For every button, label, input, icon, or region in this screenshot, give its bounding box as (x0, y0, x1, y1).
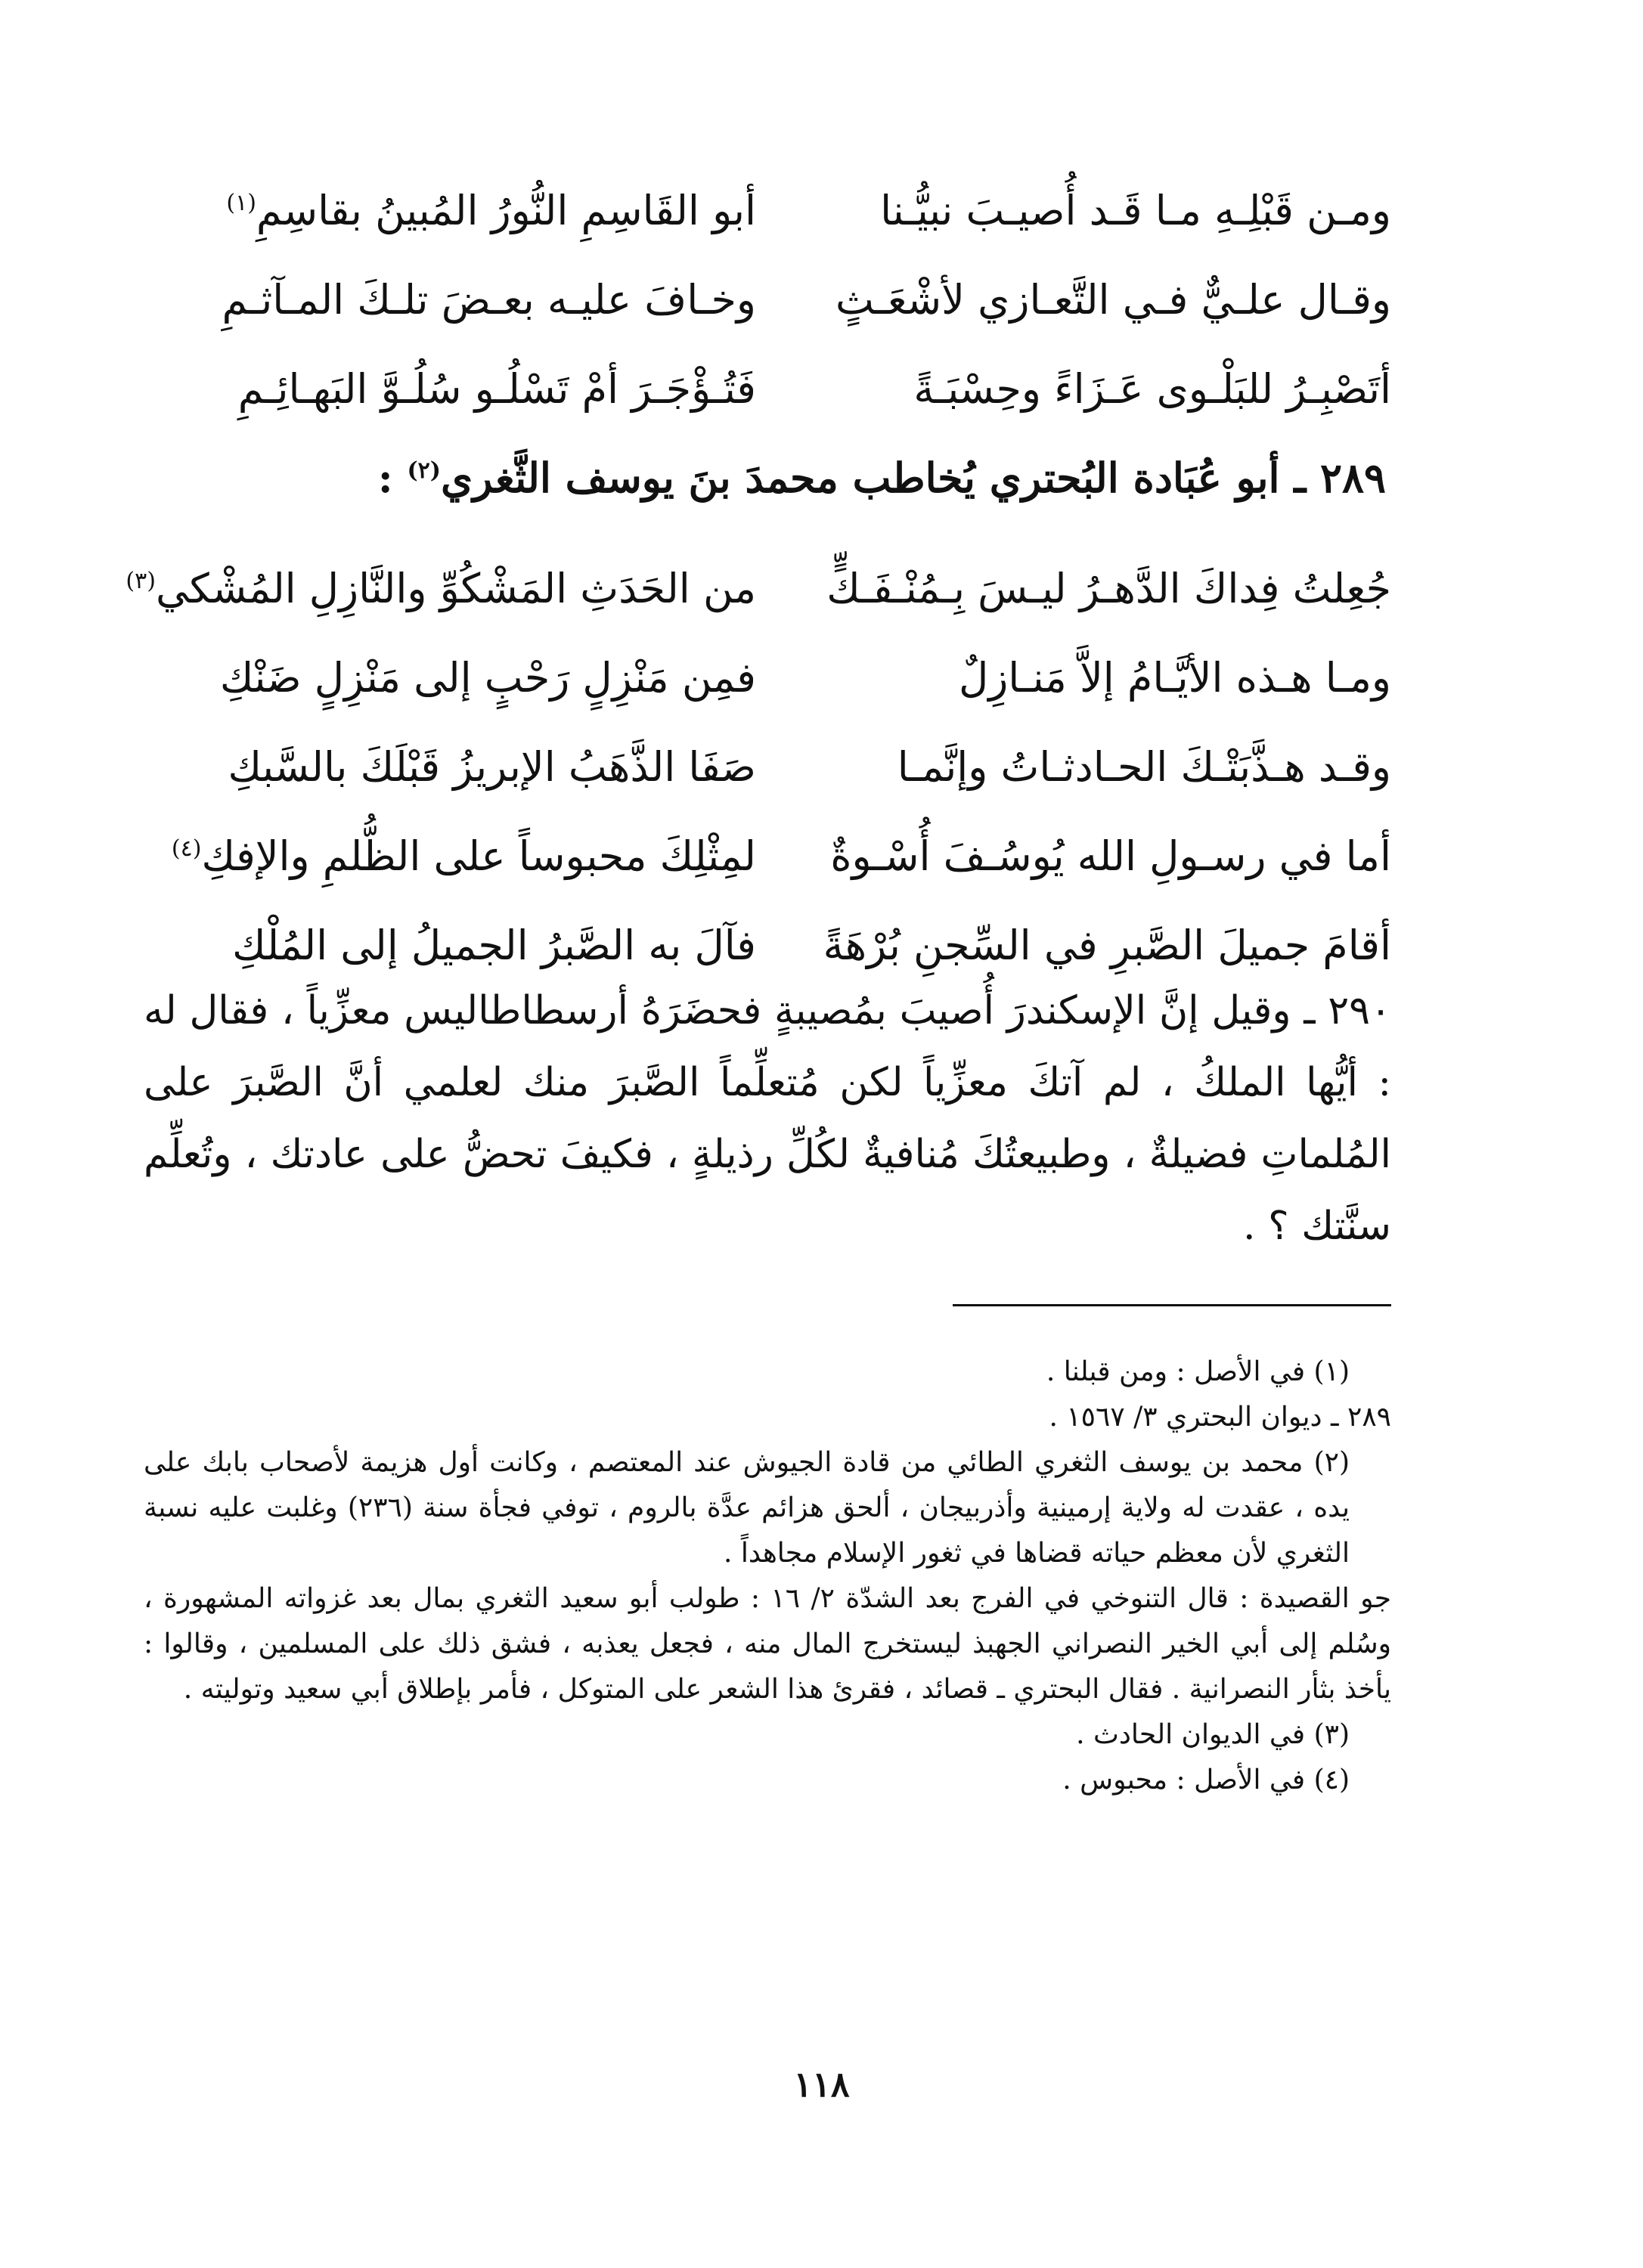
first-hemistich: جُعِلتُ فِداكَ الدَّهـرُ ليـسَ بِـمُنْـفَـكٍّ (826, 564, 1391, 612)
first-hemistich: ومـن قَبْلِـهِ مـا قَـد أُصيـبَ نبيُّـنا (880, 186, 1391, 234)
paragraph-290: ٢٩٠ ـ وقيل إنَّ الإسكندرَ أُصيبَ بمُصيبةٍ فحضَرَهُ أرسطاطاليس معزِّياً ، فقال له : أيُّها الملكُ ، لم آتكَ معزِّياً لكن مُتعلِّماً الصَّبرَ منك لعلمي أنَّ الصَّبرَ على المُلماتِ فضيلةٌ ، وطبيعتُكَ مُنافيةٌ لكُلِّ رذيلةٍ ، فكيفَ تحضُّ على عادتك ، وتُعلِّم سنَّتك ؟ . (144, 988, 1391, 1249)
second-hemistich: وخـافَ عليـه بعـضَ تلـكَ المـآثـمِ (222, 275, 756, 324)
footnote-marker: (٢) (407, 457, 441, 484)
first-hemistich: أما في رسـولِ الله يُوسُـفَ أُسْـوةٌ (830, 832, 1391, 880)
footnote-marker: (١) (226, 189, 256, 216)
page-number: ١١٨ (793, 2064, 850, 2105)
second-hemistich: فَتُـؤْجَـرَ أمْ تَسْلُـو سُلُـوَّ البَهـائِـمِ (237, 364, 756, 413)
footnote-2: (٢) محمد بن يوسف الثغري الطائي من قادة الجيوش عند المعتصم ، وكانت أول هزيمة لأصحاب بابك على يده ، عقدت له ولاية إرمينية وأذربيجان ، ألحق هزائم عدَّة بالروم ، توفي فجأة سنة (٢٣٦) وغلبت عليه نسبة الثغري لأن معظم حياته قضاها في ثغور الإسلام مجاهداً . (144, 1447, 1350, 1569)
first-hemistich: أتَصْبِـرُ للبَلْـوى عَـزَاءً وحِسْبَـةً (913, 364, 1391, 413)
footnote-marker: (٤) (171, 835, 202, 862)
poem-line (144, 166, 1391, 256)
poem-context-note: جو القصيدة : قال التنوخي في الفرج بعد الشدّة ٢/ ١٦ : طولب أبو سعيد الثغري بمال بعد غزواته المشهورة ، وسُلم إلى أبي الخير النصراني الجهبذ ليستخرج المال منه ، فجعل يعذبه ، فشق ذلك على المسلمين ، وقالوا : يأخذ بثأر النصرانية . فقال البحتري ـ قصائد ، فقرئ هذا الشعر على المتوكل ، فأمر بإطلاق أبي سعيد وتوليته . (144, 1583, 1392, 1705)
footnotes (144, 1349, 1391, 1803)
source-note-289: ٢٨٩ ـ ديوان البحتري ٣/ ١٥٦٧ . (1049, 1402, 1391, 1433)
poem-line (144, 723, 1391, 812)
second-hemistich: صَفَا الذَّهَبُ الإبريزُ قَبْلَكَ بالسَّبكِ (228, 742, 756, 791)
footnote-3: (٣) في الديوان الحادث . (1076, 1719, 1350, 1750)
poem-block-1 (144, 166, 1391, 434)
poem-line (144, 256, 1391, 345)
footnote-separator (953, 1304, 1391, 1306)
second-hemistich: لمِثْلِكَ محبوساً على الظُّلمِ والإفكِ$^{(٤)}$ (171, 832, 756, 880)
poem-line (144, 812, 1391, 901)
section-heading-289: ٢٨٩ ـ أبو عُبَادة البُحتري يُخاطب محمدَ بنَ يوسف الثَّغري$^{(٢)}$ : (377, 454, 1386, 502)
poem-line (126, 544, 1391, 634)
first-hemistich: ومـا هـذه الأيَّـامُ إلاَّ مَنـازِلٌ (958, 653, 1391, 702)
second-hemistich: فآلَ به الصَّبرُ الجميلُ إلى المُلْكِ (232, 921, 756, 969)
first-hemistich: وقـد هـذَّبَتْـكَ الحـادثـاتُ وإنَّمـا (897, 742, 1391, 791)
second-hemistich: من الحَدَثِ المَشْكُوِّ والنَّازِلِ المُشْكي$^{(٣)}$ (126, 564, 756, 612)
first-hemistich: أقامَ جميلَ الصَّبرِ في السِّجنِ بُرْهَةً (823, 921, 1391, 969)
footnote-1: (١) في الأصل : ومن قبلنا . (1046, 1356, 1350, 1387)
second-hemistich: أبو القَاسِمِ النُّورُ المُبينُ بقاسِمِ$^{(١)}$ (226, 186, 756, 234)
second-hemistich: فمِن مَنْزِلٍ رَحْبٍ إلى مَنْزِلٍ ضَنْكِ (219, 653, 756, 702)
poem-line (144, 634, 1391, 723)
poem-line (144, 345, 1391, 434)
footnote-4: (٤) في الأصل : محبوس . (1062, 1765, 1350, 1796)
footnote-marker: (٣) (126, 567, 156, 594)
poem-block-2 (126, 544, 1391, 990)
first-hemistich: وقـال علـيٌّ فـي التَّعـازي لأشْعَـثٍ (835, 275, 1391, 324)
